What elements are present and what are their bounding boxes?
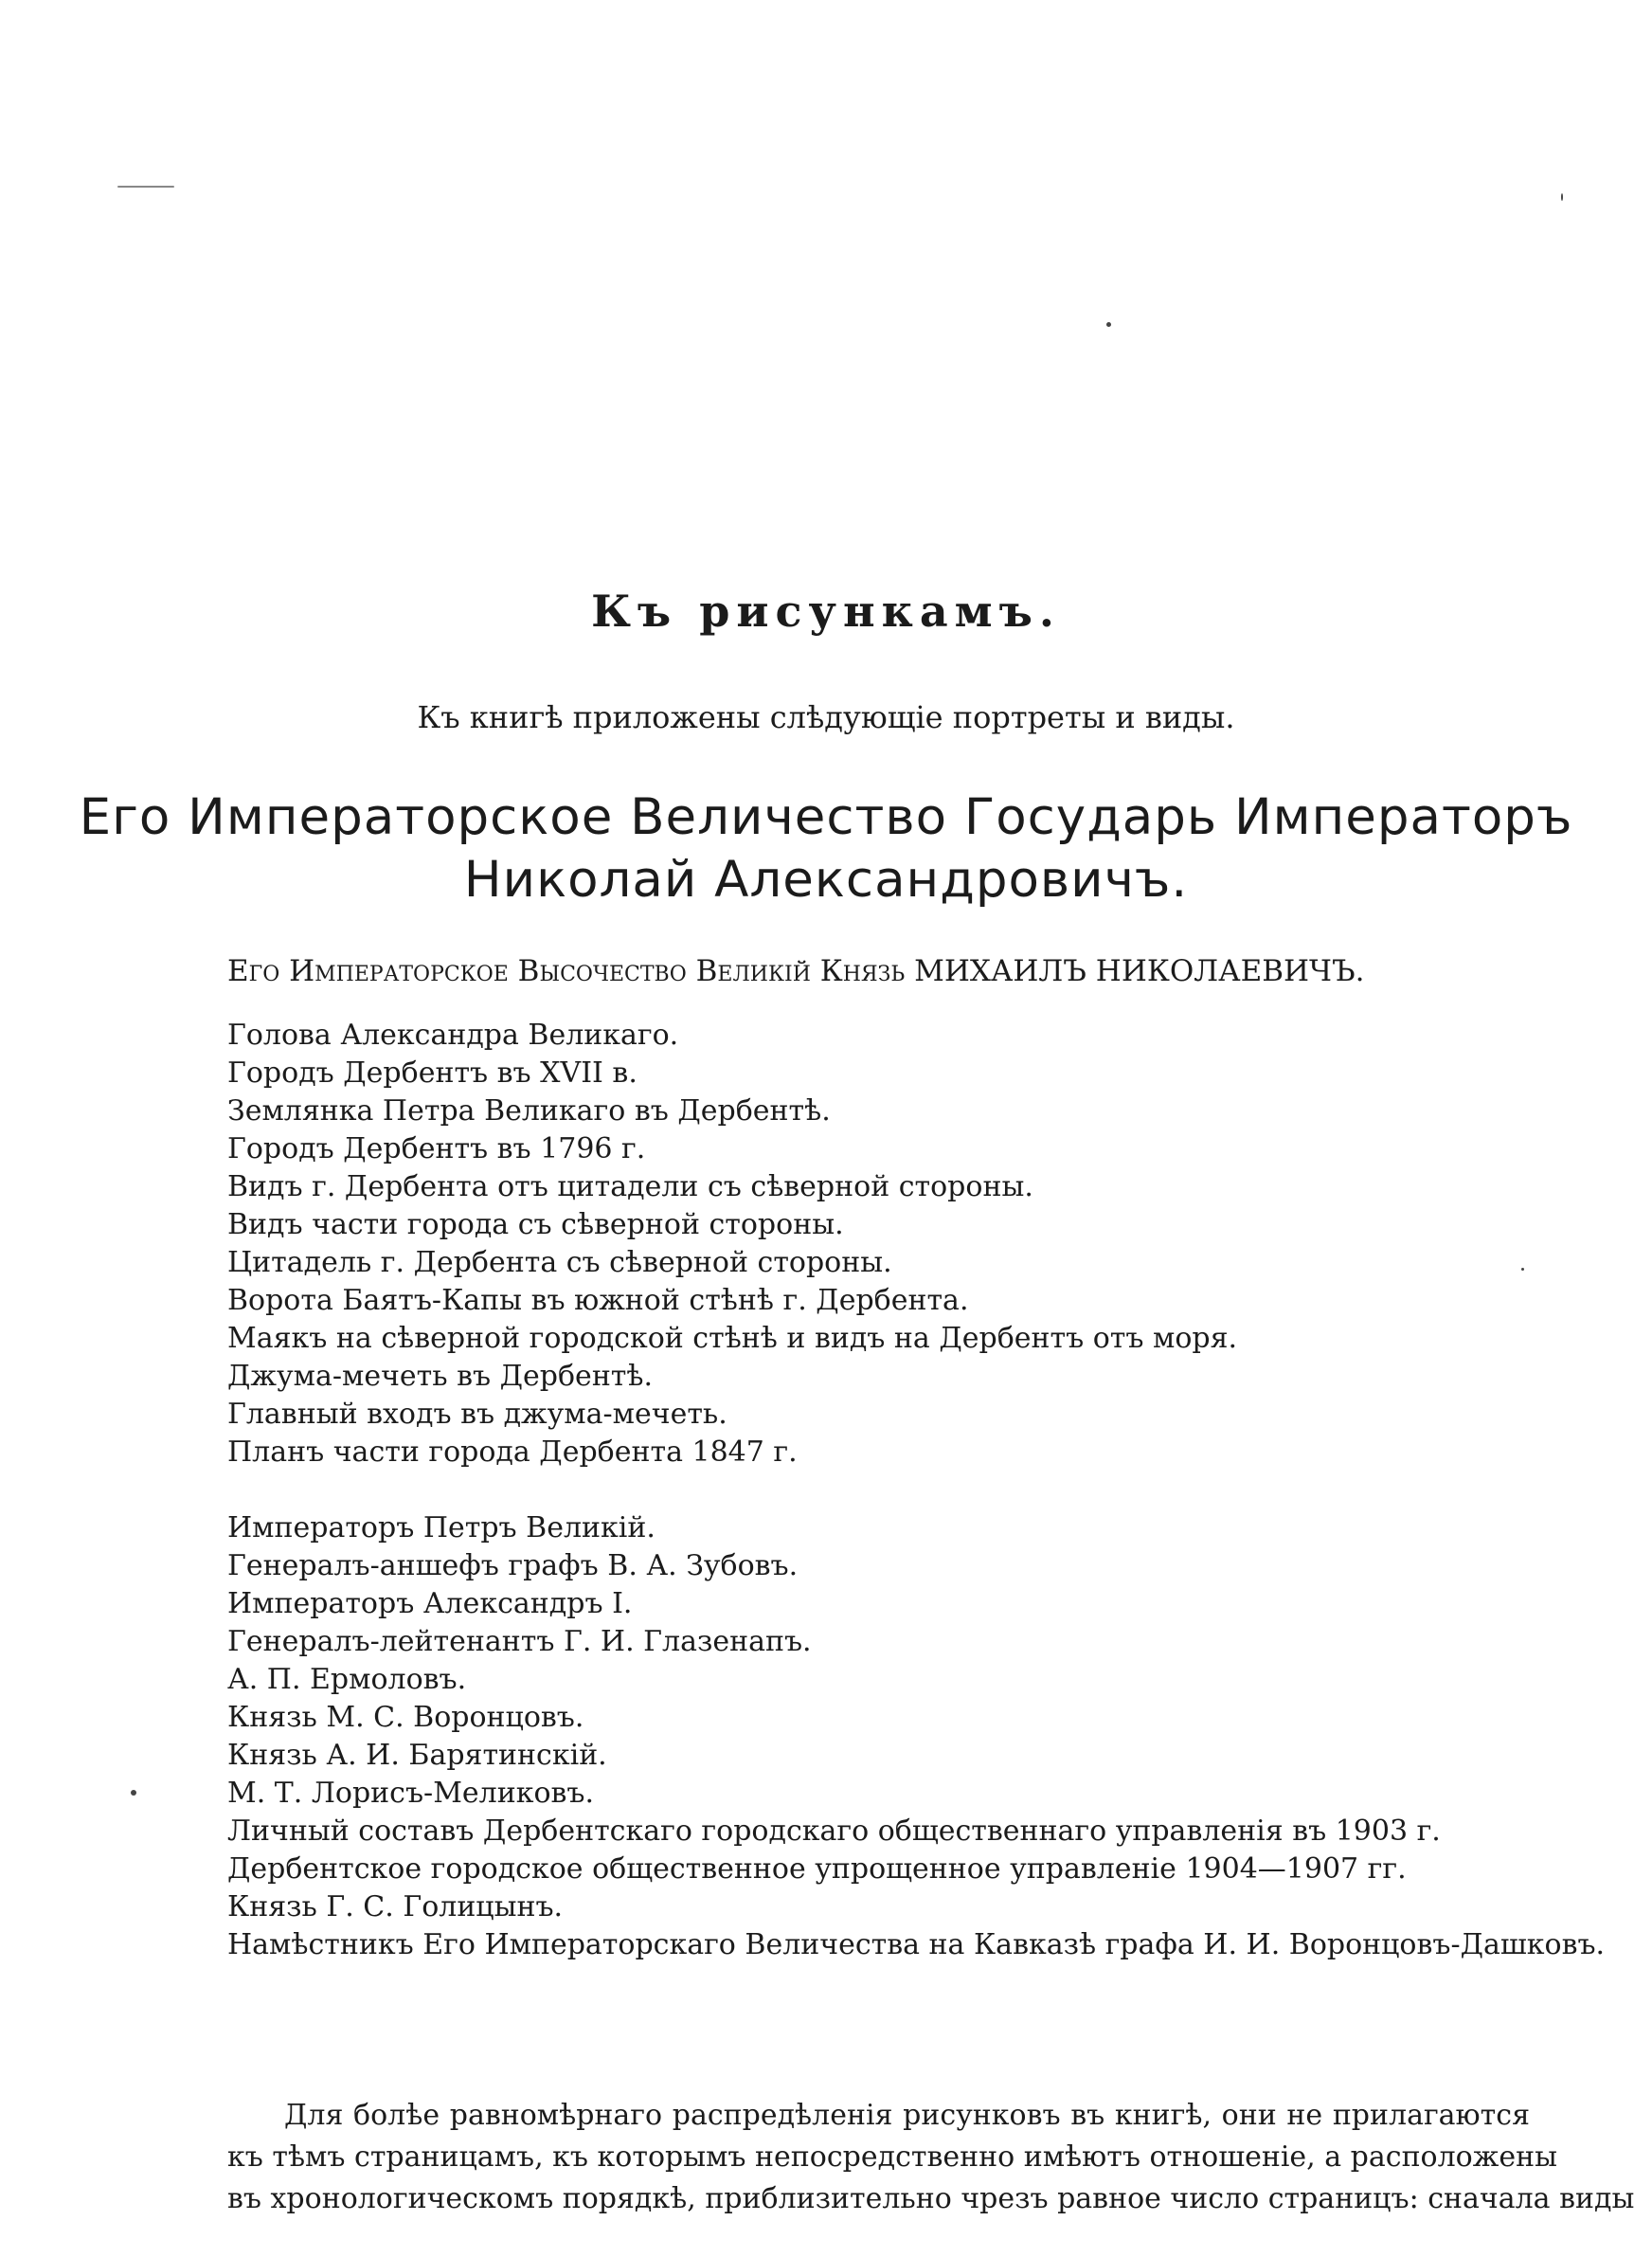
list-item: Видъ части города съ сѣверной стороны.	[227, 1208, 844, 1241]
portraits-list	[227, 1509, 1605, 1964]
scan-speck	[1561, 193, 1563, 201]
list-item: Маякъ на сѣверной городской стѣнѣ и видъ на Дербентъ отъ моря.	[227, 1322, 1238, 1355]
list-item: Планъ части города Дербента 1847 г.	[227, 1435, 798, 1469]
list-item: Землянка Петра Великаго въ Дербентѣ.	[227, 1094, 831, 1128]
list-item: Главный входъ въ джума-мечеть.	[227, 1398, 727, 1431]
list-item: Императоръ Петръ Великій.	[227, 1511, 655, 1544]
note-line: Для болѣе равномѣрнаго распредѣленія рисунковъ въ книгѣ, они не прилагаются	[284, 2099, 1530, 2132]
grand-duke-line: Его Императорское Высочество Великій Князь МИХАИЛЪ НИКОЛАЕВИЧЪ.	[227, 954, 1365, 988]
emperor-title-line-1: Его Императорское Величество Государь Императоръ	[79, 788, 1573, 846]
note-line: къ тѣмъ страницамъ, къ которымъ непосредственно имѣютъ отношеніе, а расположены	[227, 2140, 1557, 2174]
list-item: М. Т. Лорисъ-Меликовъ.	[227, 1777, 595, 1810]
scan-speck	[117, 186, 174, 188]
scan-speck	[1106, 322, 1111, 327]
list-item: Джума-мечеть въ Дербентѣ.	[227, 1360, 654, 1393]
note-line: въ хронологическомъ порядкѣ, приблизительно чрезъ равное число страницъ: сначала виды	[227, 2182, 1635, 2215]
list-item: Императоръ Александръ I.	[227, 1587, 633, 1620]
list-item: Генералъ-лейтенантъ Г. И. Глазенапъ.	[227, 1625, 812, 1658]
page-title: Къ рисункамъ.	[591, 586, 1061, 637]
list-item: Ворота Баятъ-Капы въ южной стѣнѣ г. Дербента.	[227, 1284, 969, 1317]
list-item: Князь А. И. Барятинскій.	[227, 1739, 607, 1772]
list-item: Князь Г. С. Голицынъ.	[227, 1890, 564, 1923]
list-item: Князь М. С. Воронцовъ.	[227, 1701, 584, 1734]
emperor-title-line-2: Николай Александровичъ.	[463, 851, 1189, 909]
emperor-title	[0, 786, 1652, 912]
scan-speck	[131, 1790, 136, 1796]
list-item: Намѣстникъ Его Императорскаго Величества на Кавказѣ графа И. И. Воронцовъ-Дашковъ.	[227, 1928, 1606, 1961]
list-item: Видъ г. Дербента отъ цитадели съ сѣверной стороны.	[227, 1170, 1033, 1203]
list-item: Дербентское городское общественное упрощенное управленіе 1904—1907 гг.	[227, 1852, 1407, 1886]
list-item: Цитадель г. Дербента съ сѣверной стороны.	[227, 1246, 892, 1279]
list-item: Генералъ-аншефъ графъ В. А. Зубовъ.	[227, 1549, 799, 1582]
list-item: А. П. Ермоловъ.	[227, 1663, 467, 1696]
arrangement-note	[227, 2095, 1635, 2220]
list-item: Личный составъ Дербентскаго городскаго общественнаго управленія въ 1903 г.	[227, 1815, 1441, 1848]
list-item: Голова Александра Великаго.	[227, 1019, 679, 1052]
scan-speck	[1521, 1268, 1524, 1271]
intro-line: Къ книгѣ приложены слѣдующіе портреты и виды.	[417, 699, 1235, 735]
list-item: Городъ Дербентъ въ 1796 г.	[227, 1132, 646, 1165]
views-list	[227, 1017, 1237, 1472]
list-item: Городъ Дербентъ въ XVII в.	[227, 1056, 637, 1090]
